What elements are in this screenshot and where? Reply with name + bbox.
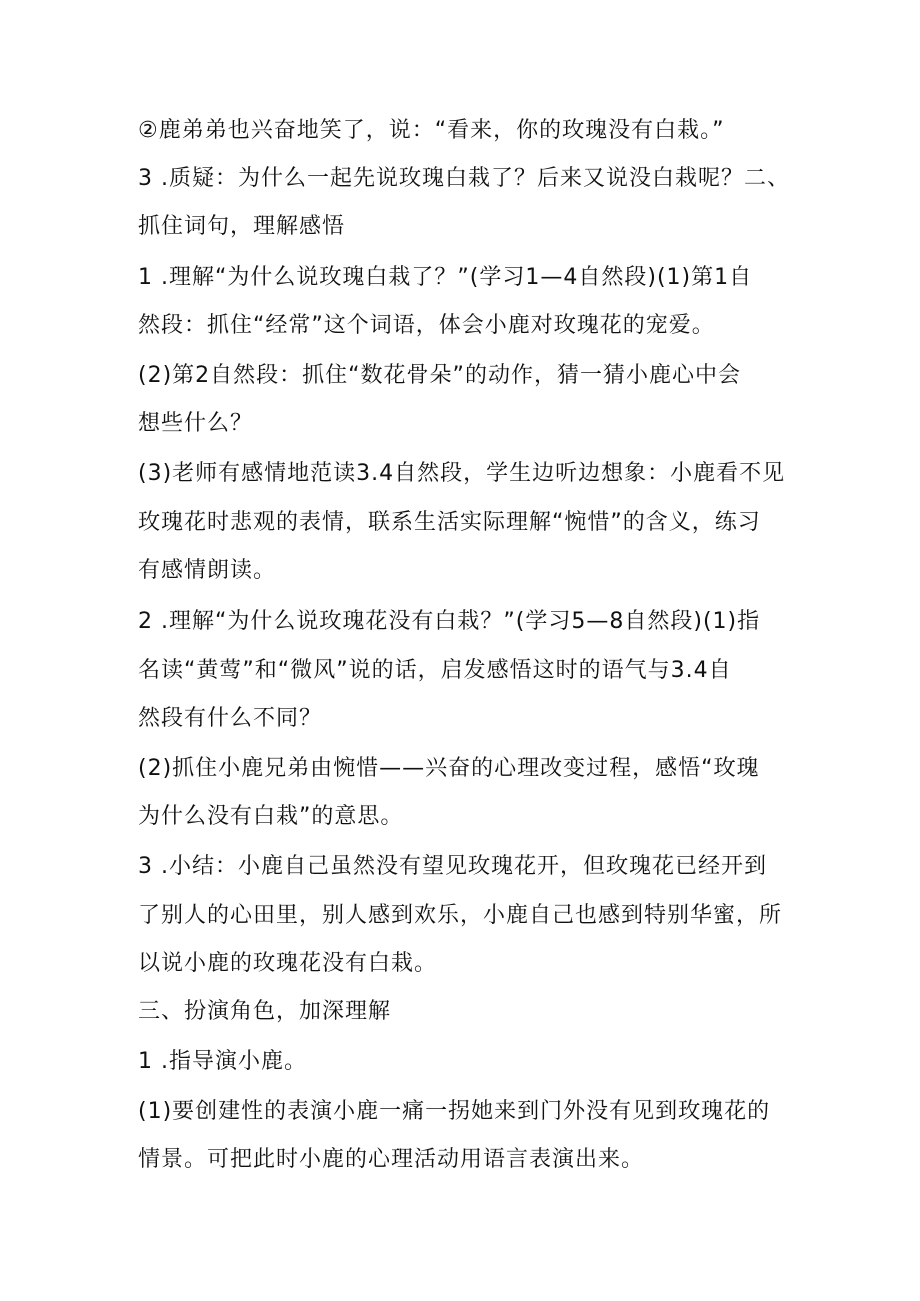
text-line: 3 .小结：小鹿自己虽然没有望见玫瑰花开，但玫瑰花已经开到 — [138, 854, 767, 879]
text-line: 以说小鹿的玫瑰花没有白栽。 — [138, 951, 438, 976]
text-line: 三、扮演角色，加深理解 — [138, 999, 392, 1024]
text-line: 了别人的心田里，别人感到欢乐，小鹿自己也感到特别华蜜，所 — [138, 903, 783, 928]
text-line: 玫瑰花时悲观的表情，联系生活实际理解“惋惜”的含义，练习 — [138, 510, 761, 535]
text-line: 2 .理解“为什么说玫瑰花没有白栽？”(学习5—8自然段)(1)指 — [138, 609, 761, 634]
text-line: (3)老师有感情地范读3.4自然段，学生边听边想象：小鹿看不见 — [138, 461, 786, 486]
text-line: 有感情朗读。 — [138, 558, 277, 583]
text-line: 想些什么？ — [138, 411, 254, 436]
text-line: 3 .质疑：为什么一起先说玫瑰白栽了？后来又说没白栽呢？二、 — [138, 166, 790, 191]
text-line: 然段：抓住“经常”这个词语，体会小鹿对玫瑰花的宠爱。 — [138, 313, 715, 338]
text-line: ②鹿弟弟也兴奋地笑了，说：“看来，你的玫瑰没有白栽。” — [138, 118, 725, 143]
text-line: 情景。可把此时小鹿的心理活动用语言表演出来。 — [138, 1147, 645, 1172]
text-line: 抓住词句，理解感悟 — [138, 214, 346, 239]
text-line: 为什么没有白栽”的意思。 — [138, 804, 404, 829]
text-line: 1 .理解“为什么说玫瑰白栽了？”(学习1—4自然段)(1)第1自 — [138, 265, 753, 290]
text-line: (2)抓住小鹿兄弟由惋惜——兴奋的心理改变过程，感悟“玫瑰 — [138, 756, 760, 781]
text-line: 名读“黄莺”和“微风”说的话，启发感悟这时的语气与3.4自 — [138, 658, 732, 683]
text-line: 然段有什么不同？ — [138, 706, 323, 731]
text-line: (2)第2自然段：抓住“数花骨朵”的动作，猜一猜小鹿心中会 — [138, 363, 741, 388]
text-line: 1 .指导演小鹿。 — [138, 1049, 307, 1074]
text-line: (1)要创建性的表演小鹿一痛一拐她来到门外没有见到玫瑰花的 — [138, 1099, 771, 1124]
